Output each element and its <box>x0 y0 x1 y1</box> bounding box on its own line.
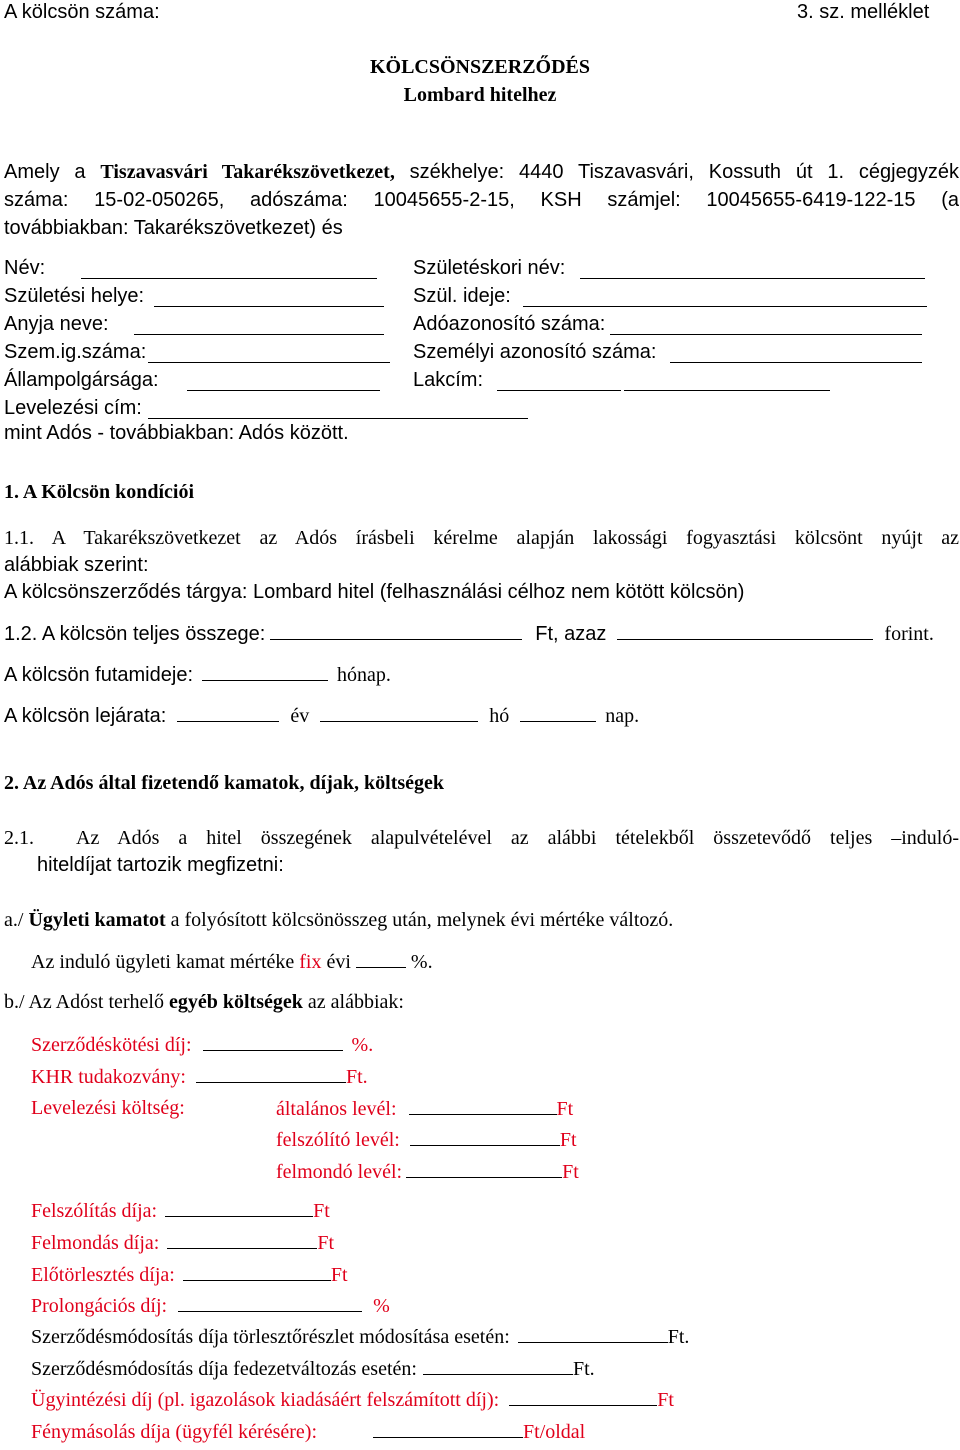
paragraph-1-1-line-3: A kölcsönszerződés tárgya: Lombard hitel (felhasználási célhoz nem kötött kölcsön) <box>4 581 745 603</box>
fix-label: fix <box>299 951 322 973</box>
mod-installment-line: Szerződésmódosítás díja törlesztőrészlet módosítása esetén: Ft. <box>31 1326 690 1348</box>
document-subtitle: Lombard hitelhez <box>403 84 557 106</box>
prepayment-fee-field[interactable] <box>183 1262 331 1281</box>
item-a: a./ Ügyleti kamatot a folyósított kölcsönösszeg után, melynek évi mértéke változó. <box>4 909 674 931</box>
paragraph-2-1-number: 2.1. <box>4 827 34 849</box>
citizenship-label: Állampolgársága: <box>4 369 159 391</box>
paragraph-1-1-line-1: 1.1. A Takarékszövetkezet az Adós írásbeli kérelme alapján lakossági fogyasztási kölcsönt nyújt az <box>4 527 959 549</box>
term-line: A kölcsön futamideje: hónap. <box>4 664 391 686</box>
contract-fee-line: Szerződéskötési díj: %. <box>31 1034 374 1056</box>
mod-collateral-line: Szerződésmódosítás díja fedezetváltozás esetén: Ft. <box>31 1358 595 1380</box>
mailing-address-field[interactable] <box>148 396 528 419</box>
address-field-part-1[interactable] <box>497 368 621 391</box>
intro-line-1: Amely a Tiszavasvári Takarékszövetkezet, székhelye: 4440 Tiszavasvári, Kossuth út 1. cégjegyzék <box>4 161 959 183</box>
term-field[interactable] <box>202 662 328 681</box>
intro-line-2: száma: 15-02-050265, adószáma: 10045655-2-15, KSH számjel: 10045655-6419-122-15 (a <box>4 189 959 211</box>
maturity-line: A kölcsön lejárata: év hó nap. <box>4 705 640 727</box>
citizenship-field[interactable] <box>187 368 380 391</box>
birth-date-label: Szül. ideje: <box>413 285 511 307</box>
tax-id-label: Adóazonosító száma: <box>413 313 606 335</box>
birth-place-label: Születési helye: <box>4 285 145 307</box>
prolongation-fee-field[interactable] <box>178 1293 362 1312</box>
section-2-heading: 2. Az Adós által fizetendő kamatok, díjak, költségek <box>4 772 445 794</box>
birth-place-field[interactable] <box>154 284 384 307</box>
item-b: b./ Az Adóst terhelő egyéb költségek az alábbiak: <box>4 991 404 1013</box>
name-field[interactable] <box>81 256 377 279</box>
maturity-day-field[interactable] <box>520 703 596 722</box>
birth-date-field[interactable] <box>523 284 927 307</box>
initial-rate-field[interactable] <box>356 949 406 968</box>
admin-fee-line: Ügyintézési díj (pl. igazolások kiadásáért felszámított díj): Ft <box>31 1389 674 1411</box>
paragraph-2-1-line-2: hiteldíjat tartozik megfizetni: <box>37 854 284 876</box>
paragraph-1-2: 1.2. A kölcsön teljes összege: Ft, azaz forint. <box>4 623 934 645</box>
loan-number-label: A kölcsön száma: <box>4 1 160 23</box>
as-debtor-text: mint Adós - továbbiakban: Adós között. <box>4 422 349 444</box>
termination-fee-line: Felmondás díja: Ft <box>31 1232 335 1254</box>
birth-name-field[interactable] <box>580 256 925 279</box>
mail-cost-label: Levelezési költség: <box>31 1097 185 1119</box>
prolongation-fee-line: Prolongációs díj: % <box>31 1295 390 1317</box>
paragraph-2-1-line-1: Az Adós a hitel összegének alapulvételével az alábbi tételekből összetevődő teljes –induló- <box>76 827 959 849</box>
bank-name: Tiszavasvári Takarékszövetkezet, <box>100 161 395 183</box>
termination-letter-field[interactable] <box>406 1159 562 1178</box>
address-label: Lakcím: <box>413 369 484 391</box>
maturity-month-field[interactable] <box>320 703 478 722</box>
maturity-year-field[interactable] <box>177 703 279 722</box>
name-label: Név: <box>4 257 46 279</box>
amount-in-words-field[interactable] <box>617 621 873 640</box>
address-field-part-2[interactable] <box>624 368 830 391</box>
mailing-address-label: Levelezési cím: <box>4 397 142 419</box>
section-1-heading: 1. A Kölcsön kondíciói <box>4 481 195 503</box>
appendix-label: 3. sz. melléklet <box>797 1 930 23</box>
mod-collateral-field[interactable] <box>423 1356 573 1375</box>
tax-id-field[interactable] <box>610 312 922 335</box>
general-letter-field[interactable] <box>409 1096 557 1115</box>
contract-fee-field[interactable] <box>203 1032 343 1051</box>
reminder-letter-line: felszólító levél: Ft <box>276 1129 577 1151</box>
birth-name-label: Születéskori név: <box>413 257 566 279</box>
id-card-label: Szem.ig.száma: <box>4 341 147 363</box>
termination-fee-field[interactable] <box>167 1230 317 1249</box>
id-card-field[interactable] <box>148 340 390 363</box>
mother-name-field[interactable] <box>134 312 384 335</box>
reminder-fee-field[interactable] <box>165 1198 313 1217</box>
document-title: KÖLCSÖNSZERZŐDÉS <box>369 56 591 78</box>
mod-installment-field[interactable] <box>518 1324 668 1343</box>
khr-line: KHR tudakozvány: Ft. <box>31 1066 368 1088</box>
reminder-fee-line: Felszólítás díja: Ft <box>31 1200 330 1222</box>
termination-letter-line: felmondó levél: Ft <box>276 1161 579 1183</box>
intro-line-3: továbbiakban: Takarékszövetkezet) és <box>4 217 343 239</box>
paragraph-1-1-line-2: alábbiak szerint: <box>4 554 149 576</box>
admin-fee-field[interactable] <box>509 1387 657 1406</box>
khr-field[interactable] <box>196 1064 346 1083</box>
general-letter-line: általános levél: Ft <box>276 1098 574 1120</box>
total-amount-field[interactable] <box>270 621 522 640</box>
reminder-letter-field[interactable] <box>410 1127 560 1146</box>
initial-rate-line: Az induló ügyleti kamat mértéke fix évi %. <box>31 951 433 973</box>
mother-name-label: Anyja neve: <box>4 313 109 335</box>
personal-id-label: Személyi azonosító száma: <box>413 341 657 363</box>
copy-fee-line: Fénymásolás díja (ügyfél kérésére): Ft/oldal <box>31 1421 586 1443</box>
prepayment-fee-line: Előtörlesztés díja: Ft <box>31 1264 348 1286</box>
personal-id-field[interactable] <box>670 340 922 363</box>
copy-fee-field[interactable] <box>373 1419 523 1438</box>
